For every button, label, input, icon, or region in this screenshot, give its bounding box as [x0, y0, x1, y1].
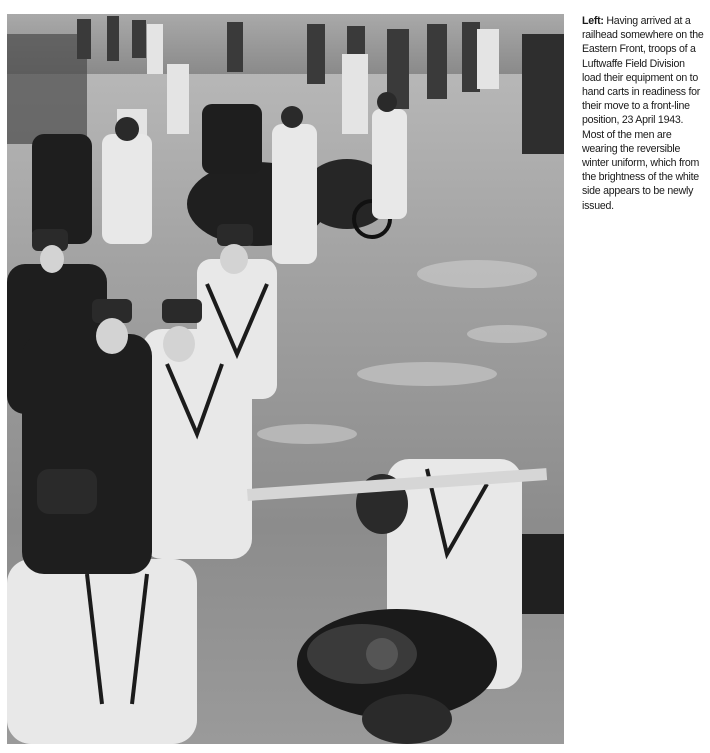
historical-photograph [7, 14, 564, 744]
photo-caption [582, 14, 706, 213]
caption-lead: Left: [582, 15, 604, 27]
caption-text: Having arrived at a railhead somewhere on the Eastern Front, troops of a Luftwaffe Field Division load their equipment on to hand carts in readiness for their move to a front-line position, 23 April 1943. Most of the men are wearing the reversible winter uniform, which from the brightness of the white side appears to be newly issued. [582, 15, 704, 212]
